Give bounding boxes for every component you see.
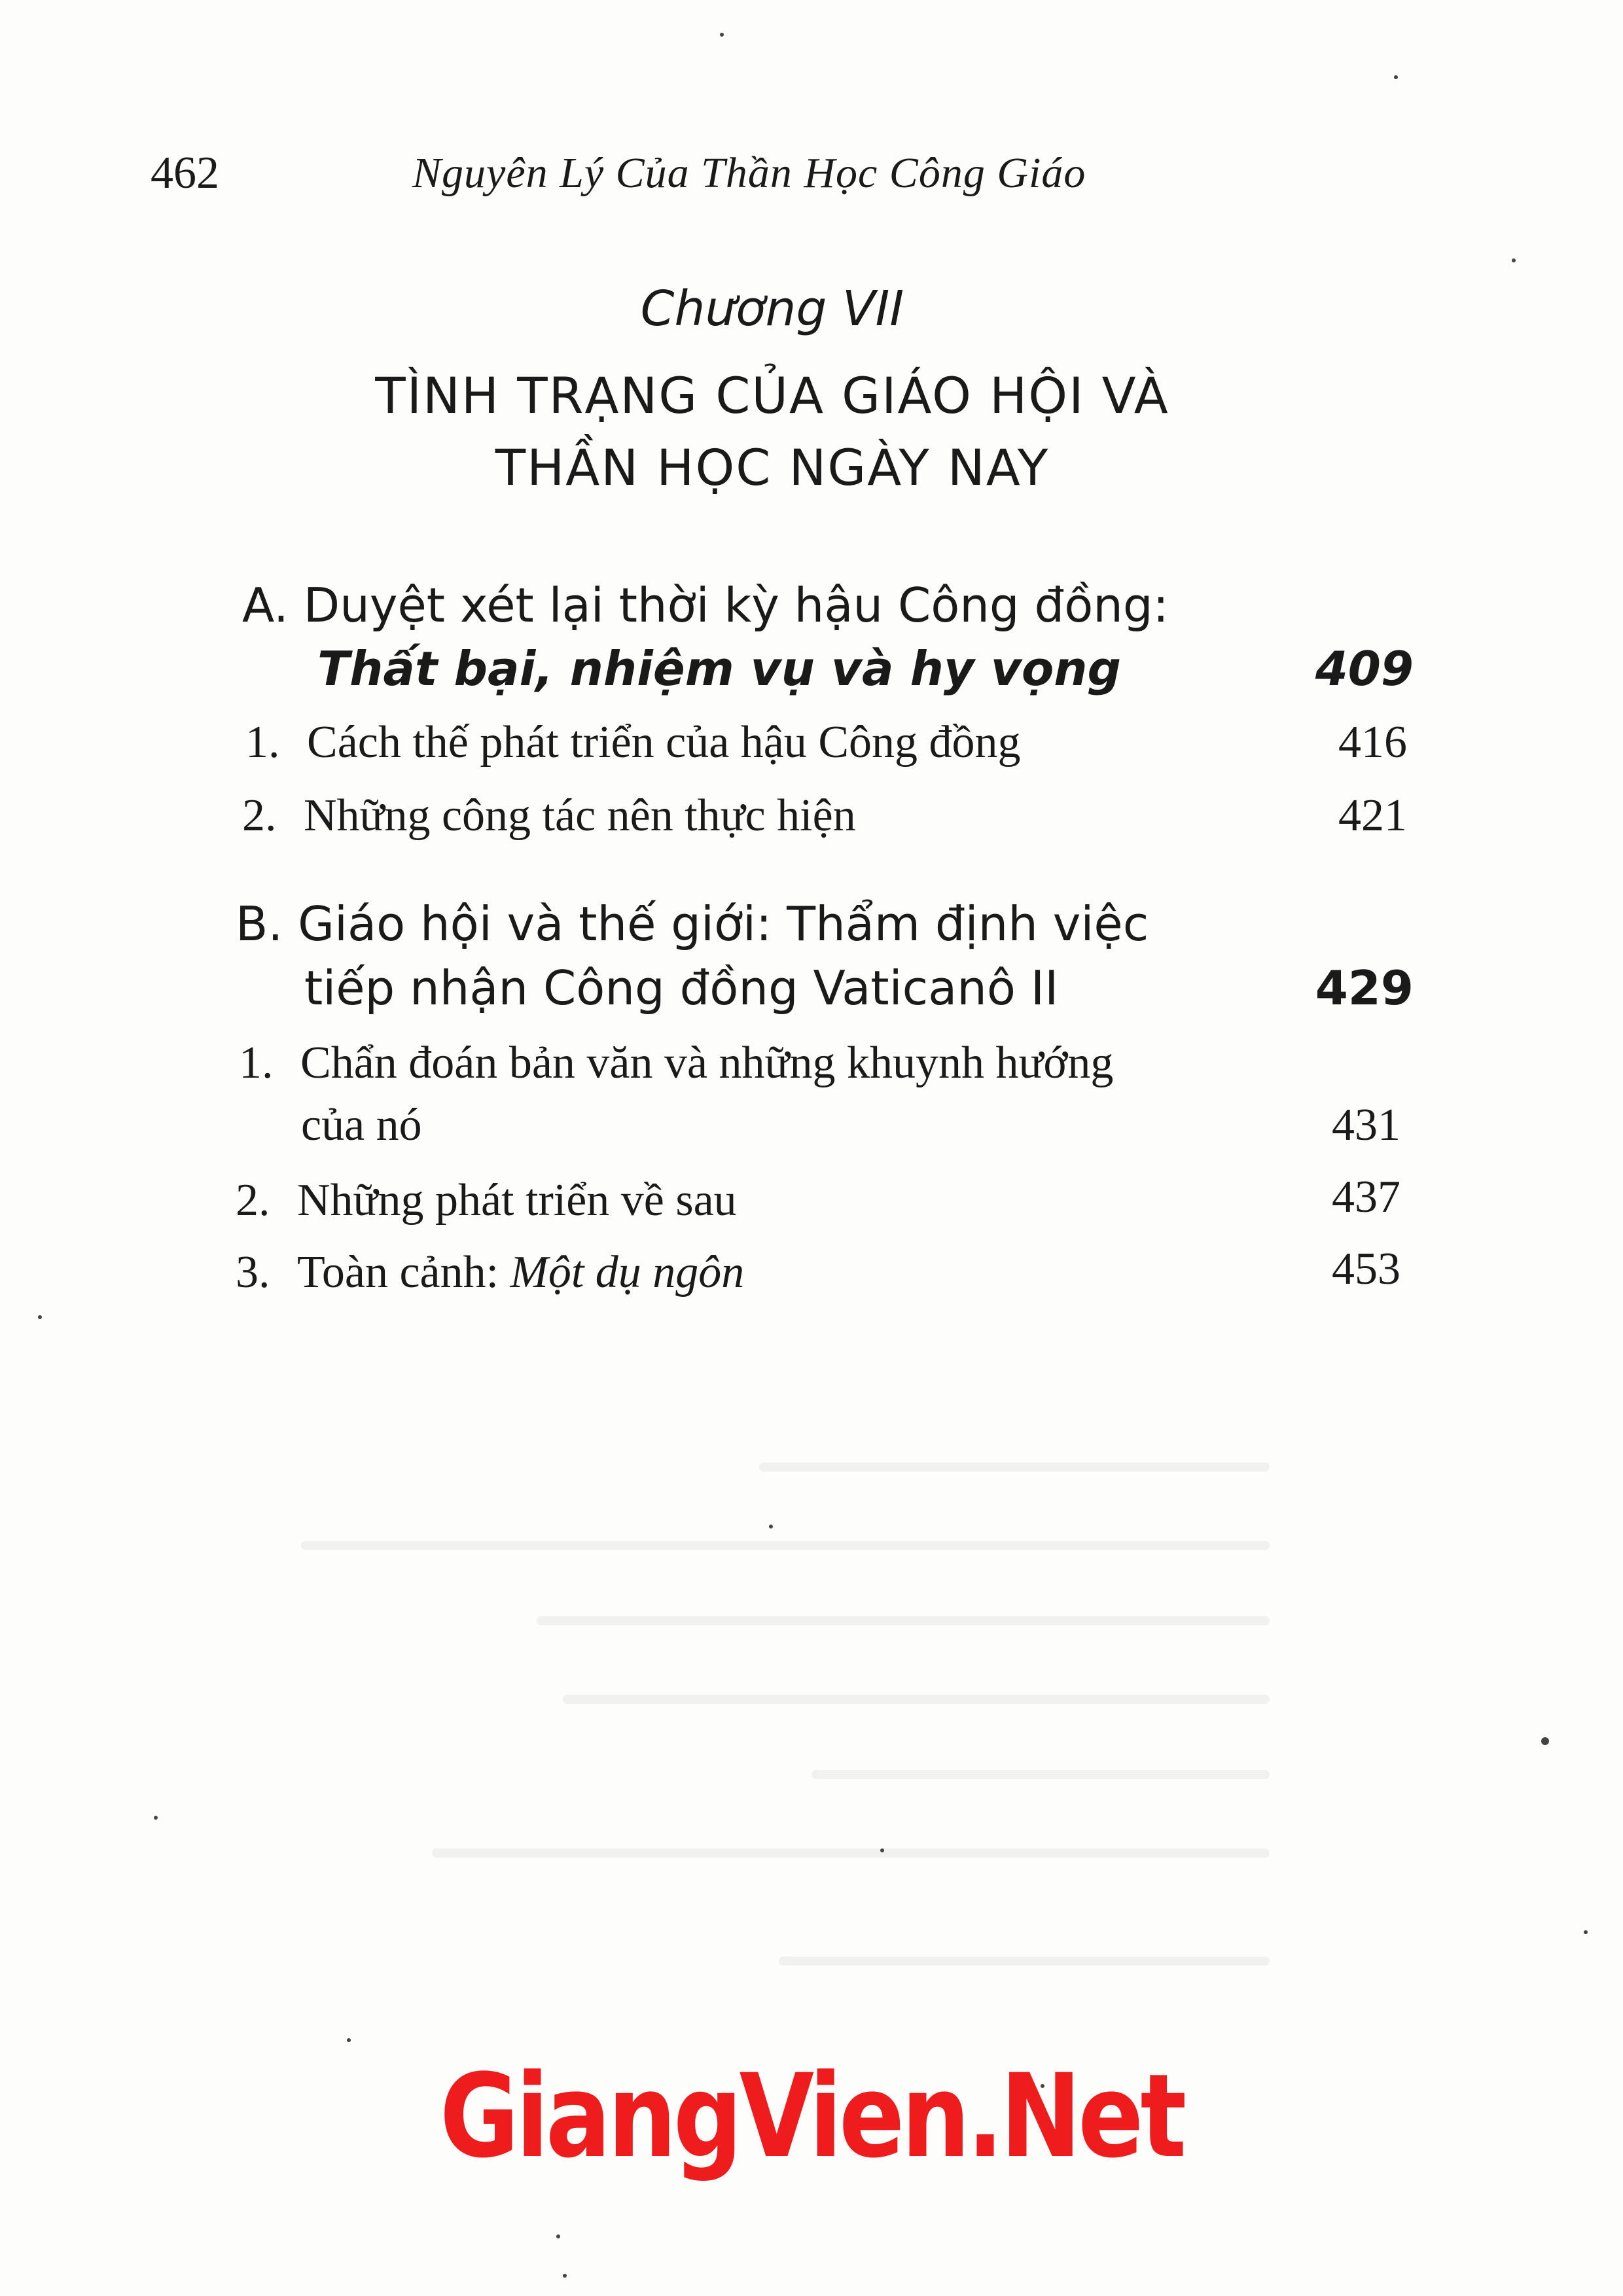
scan-speck <box>347 2038 351 2042</box>
entry-marker: 2. <box>236 1175 270 1226</box>
entry-page: 431 <box>1332 1100 1400 1150</box>
section-b-page: 429 <box>1315 961 1414 1016</box>
chapter-title-line-2: THẦN HỌC NGÀY NAY <box>495 438 1050 497</box>
toc-entry <box>239 1031 1113 1096</box>
scan-speck <box>563 2274 567 2278</box>
scan-speck <box>1584 1930 1588 1934</box>
section-title-line-1: Duyệt xét lại thời kỳ hậu Công đồng: <box>303 578 1169 633</box>
bleed-through-line <box>537 1616 1270 1625</box>
entry-marker: 1. <box>239 1038 274 1088</box>
chapter-title-line-1: TÌNH TRẠNG CỦA GIÁO HỘI VÀ <box>375 366 1169 425</box>
scan-speck <box>154 1816 158 1820</box>
bleed-through-line <box>779 1956 1270 1966</box>
toc-entry <box>245 710 1021 775</box>
bleed-through-line <box>301 1541 1270 1550</box>
scan-speck <box>720 33 724 37</box>
scan-speck <box>556 2234 560 2238</box>
scan-speck <box>1394 75 1398 79</box>
toc-entry <box>236 1168 737 1233</box>
bleed-through-line <box>563 1695 1270 1704</box>
entry-text-continued: của nó <box>301 1100 422 1150</box>
entry-text: Toàn cảnh: <box>297 1247 510 1298</box>
scan-speck <box>38 1315 42 1319</box>
bleed-through-line <box>432 1848 1270 1858</box>
entry-page: 453 <box>1332 1244 1400 1294</box>
entry-text: Chẩn đoán bản văn và những khuynh hướng <box>300 1038 1114 1088</box>
section-marker: A. <box>242 578 289 633</box>
bleed-through-line <box>759 1462 1270 1472</box>
section-b-heading <box>236 891 1149 957</box>
entry-text: Những công tác nên thực hiện <box>304 790 856 841</box>
section-a-subtitle: Thất bại, nhiệm vụ và hy vọng <box>317 641 1122 696</box>
section-title-line-1: Giáo hội và thế giới: Thẩm định việc <box>298 896 1149 951</box>
entry-page: 416 <box>1338 717 1407 768</box>
entry-page: 437 <box>1332 1172 1400 1222</box>
book-title: Nguyên Lý Của Thần Học Công Giáo <box>412 149 1086 197</box>
entry-marker: 2. <box>242 790 277 841</box>
section-a-page: 409 <box>1315 641 1414 696</box>
watermark-logo: GiangVien.Net <box>439 2049 1184 2183</box>
entry-text: Những phát triển về sau <box>297 1175 737 1226</box>
running-head <box>151 147 1158 200</box>
section-marker: B. <box>236 896 283 951</box>
bleed-through-line <box>812 1770 1270 1779</box>
scan-speck <box>880 1848 884 1852</box>
page-number: 462 <box>151 148 219 198</box>
scan-speck <box>1512 258 1516 262</box>
scan-speck <box>769 1525 773 1528</box>
entry-marker: 3. <box>236 1247 270 1298</box>
toc-entry <box>242 783 856 849</box>
entry-page: 421 <box>1338 790 1407 841</box>
scan-speck <box>1541 1737 1549 1745</box>
section-a-heading <box>242 573 1169 638</box>
entry-text: Cách thế phát triển của hậu Công đồng <box>307 717 1021 768</box>
toc-entry <box>236 1240 744 1305</box>
chapter-label: Chương VII <box>640 281 904 337</box>
entry-marker: 1. <box>245 717 280 768</box>
section-b-subtitle: tiếp nhận Công đồng Vaticanô II <box>304 961 1059 1016</box>
entry-text-italic: Một dụ ngôn <box>510 1247 745 1298</box>
